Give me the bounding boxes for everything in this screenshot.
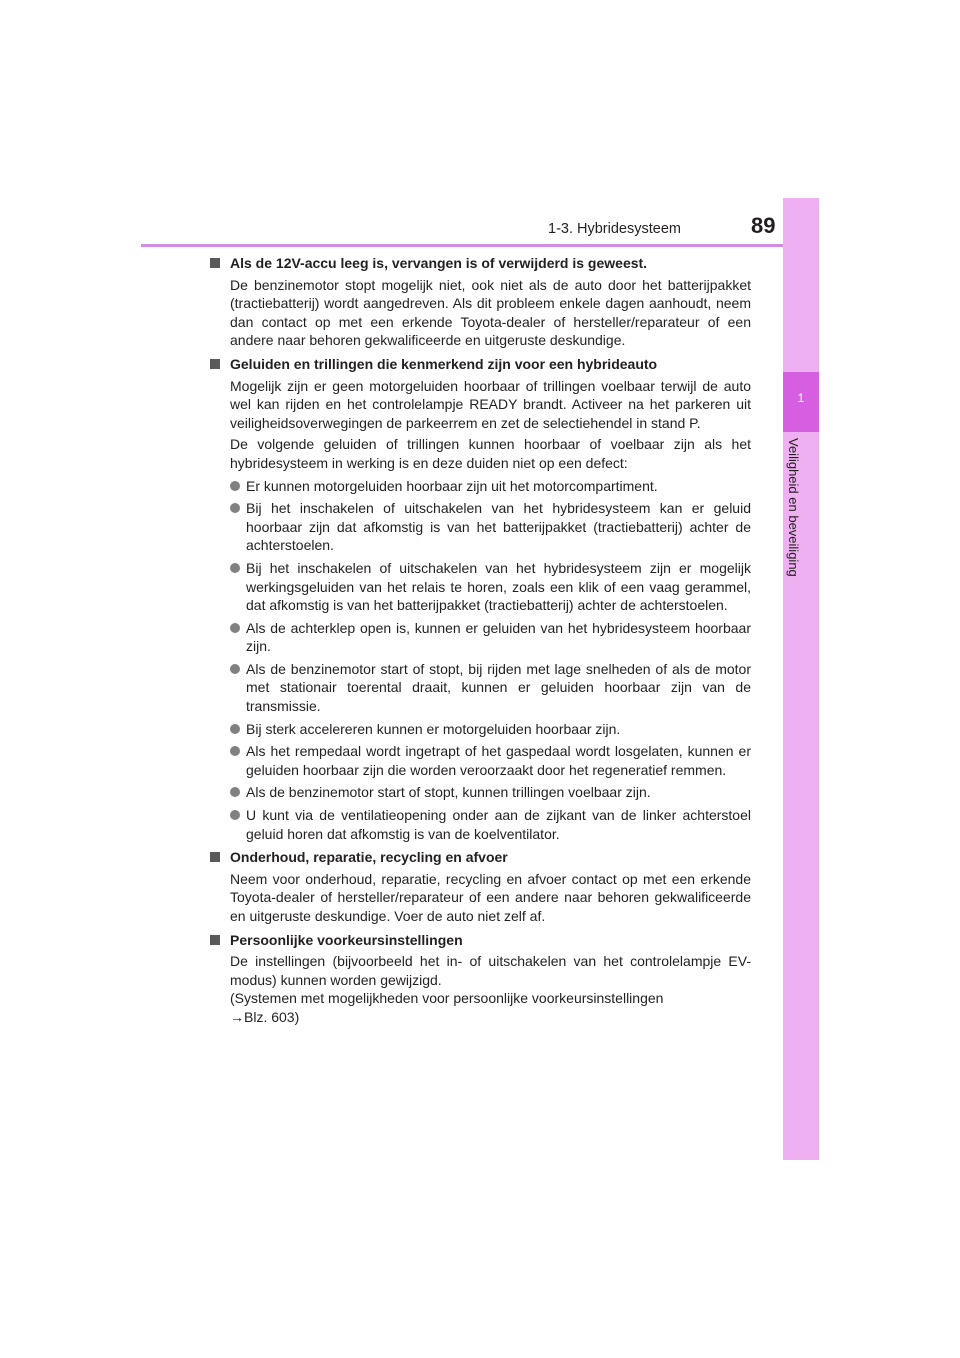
page-content bbox=[210, 254, 751, 1027]
section-heading: Persoonlijke voorkeursinstellingen bbox=[210, 931, 751, 950]
square-bullet-icon bbox=[210, 359, 220, 369]
section-12v-battery bbox=[210, 254, 751, 350]
section-heading: Onderhoud, reparatie, recycling en afvoer bbox=[210, 848, 751, 867]
round-bullet-icon bbox=[230, 563, 240, 573]
list-item: Als de benzinemotor start of stopt, bij rijden met lage snelheden of als de motor met stationair toerental draait, kunnen er geluiden hoorbaar zijn van de transmissie. bbox=[230, 660, 751, 716]
list-item: Er kunnen motorgeluiden hoorbaar zijn uit het motorcompartiment. bbox=[230, 477, 751, 496]
page-reference bbox=[230, 989, 751, 1026]
list-item: Als de achterklep open is, kunnen er geluiden van het hybridesysteem hoorbaar zijn. bbox=[230, 619, 751, 656]
list-item: Bij het inschakelen of uitschakelen van het hybridesysteem zijn er mogelijk werkingsgeluiden van het relais te horen, zoals een klik of een vaag gerammel, dat afkomstig is van het batterijpakket (tractiebatterij) achter de achterstoelen. bbox=[230, 559, 751, 615]
list-item: U kunt via de ventilatieopening onder aan de zijkant van de linker achterstoel geluid horen dat afkomstig is van de koelventilator. bbox=[230, 806, 751, 843]
reference-text: (Systemen met mogelijkheden voor persoonlijke voorkeursinstellingen bbox=[230, 990, 664, 1007]
round-bullet-icon bbox=[230, 787, 240, 797]
list-item: Als het rempedaal wordt ingetrapt of het gaspedaal wordt losgelaten, kunnen er geluiden hoorbaar zijn die worden veroorzaakt door het regeneratief remmen. bbox=[230, 742, 751, 779]
paragraph: De benzinemotor stopt mogelijk niet, ook niet als de auto door het batterijpakket (tractiebatterij) wordt aangedreven. Als dit probleem enkele dagen aanhoudt, neem dan contact op met een erkende Toyota-dealer of hersteller/reparateur of een andere naar behoren gekwalificeerde en uitgeruste deskundige. bbox=[230, 276, 751, 349]
chapter-number: 1 bbox=[797, 391, 805, 405]
section-heading: Geluiden en trillingen die kenmerkend zijn voor een hybrideauto bbox=[210, 355, 751, 374]
paragraph: Neem voor onderhoud, reparatie, recycling en afvoer contact op met een erkende Toyota-dealer of hersteller/reparateur of een andere naar behoren gekwalificeerde en uitgeruste deskundige. Voer de auto niet zelf af. bbox=[230, 870, 751, 924]
paragraph: Mogelijk zijn er geen motorgeluiden hoorbaar of trillingen voelbaar terwijl de auto wel kan rijden en het controlelampje READY brandt. Activeer na het parkeren uit veiligheidsoverwegingen de parkeerrem en zet de selectiehendel in stand P. bbox=[230, 377, 751, 431]
side-tab-background bbox=[783, 198, 819, 1160]
paragraph: De volgende geluiden of trillingen kunnen hoorbaar of voelbaar zijn als het hybridesysteem in werking is en deze duiden niet op een defect: bbox=[230, 436, 751, 471]
arrow-right-icon: → bbox=[230, 1008, 244, 1025]
section-maintenance bbox=[210, 848, 751, 925]
round-bullet-icon bbox=[230, 664, 240, 674]
square-bullet-icon bbox=[210, 258, 220, 268]
list-item: Bij het inschakelen of uitschakelen van het hybridesysteem kan er geluid hoorbaar zijn dat afkomstig is van het batterijpakket (tractiebatterij) achter de achterstoelen. bbox=[230, 499, 751, 555]
round-bullet-icon bbox=[230, 746, 240, 756]
list-item: Bij sterk accelereren kunnen er motorgeluiden hoorbaar zijn. bbox=[230, 720, 751, 739]
paragraph: De instellingen (bijvoorbeeld het in- of uitschakelen van het controlelampje EV-modus) kunnen worden gewijzigd. bbox=[230, 953, 751, 988]
section-personal-settings bbox=[210, 931, 751, 1027]
square-bullet-icon bbox=[210, 935, 220, 945]
square-bullet-icon bbox=[210, 852, 220, 862]
section-heading: Als de 12V-accu leeg is, vervangen is of verwijderd is geweest. bbox=[210, 254, 751, 273]
bullet-list bbox=[210, 477, 751, 844]
round-bullet-icon bbox=[230, 481, 240, 491]
list-item: Als de benzinemotor start of stopt, kunnen trillingen voelbaar zijn. bbox=[230, 783, 751, 802]
section-title: 1-3. Hybridesysteem bbox=[548, 221, 681, 237]
header-rule bbox=[141, 244, 819, 247]
page-number: 89 bbox=[751, 213, 776, 238]
section-sounds-vibrations bbox=[210, 355, 751, 843]
reference-page-link[interactable]: Blz. 603) bbox=[244, 1008, 300, 1025]
chapter-label: Veiligheid en beveiliging bbox=[786, 438, 801, 577]
round-bullet-icon bbox=[230, 724, 240, 734]
round-bullet-icon bbox=[230, 810, 240, 820]
round-bullet-icon bbox=[230, 503, 240, 513]
round-bullet-icon bbox=[230, 623, 240, 633]
